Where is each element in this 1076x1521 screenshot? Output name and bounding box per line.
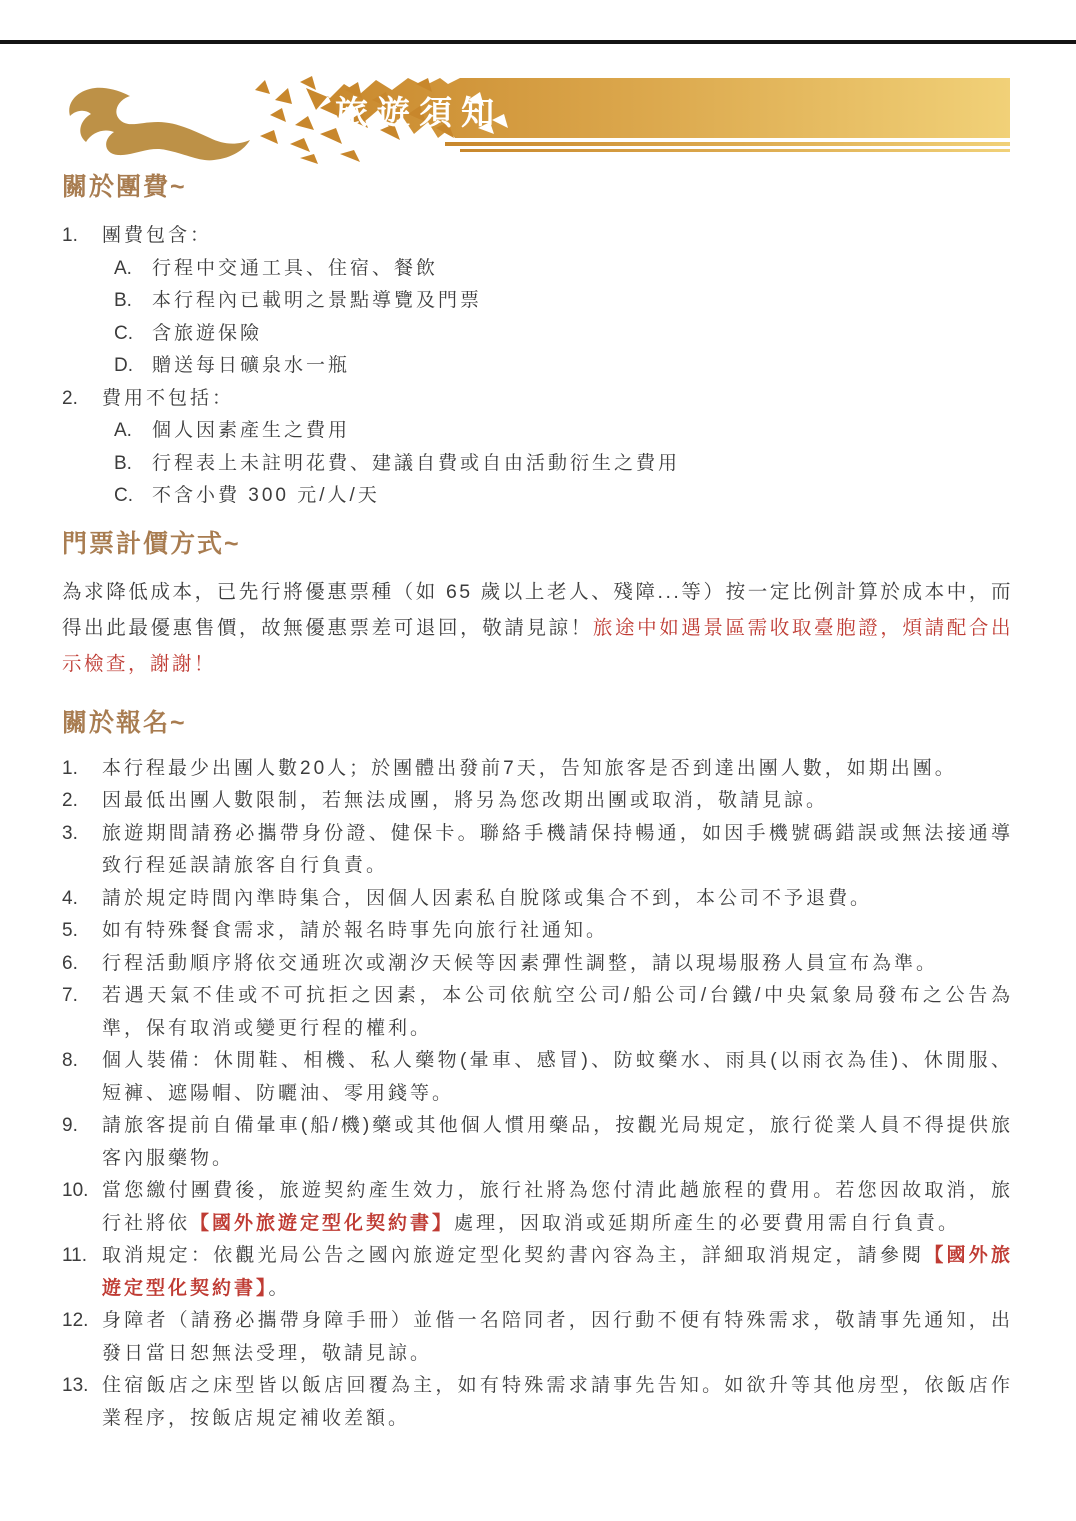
- item-number: 6.: [62, 952, 78, 974]
- item-number: 13.: [62, 1375, 89, 1396]
- item-number: 1.: [62, 757, 78, 779]
- item-text: 含旅遊保險: [152, 322, 263, 344]
- text-run: 住宿飯店之床型皆以飯店回覆為主，如有特殊需求請事先告知。如欲升等其他房型，依飯店作業程序，按飯店規定補收差額。: [102, 1375, 1013, 1429]
- banner-title: 旅遊須知: [335, 96, 503, 132]
- section-heading-fees: 關於團費~: [62, 173, 187, 201]
- item-text: [102, 1110, 1013, 1175]
- item-number: 3.: [62, 822, 78, 844]
- item-text: 不含小費 300 元/人/天: [152, 485, 380, 506]
- item-number: 2.: [62, 387, 78, 409]
- item-text: [102, 915, 1013, 948]
- item-number: 8.: [62, 1050, 78, 1071]
- text-run: 為求降低成本，已先行將優惠票種（如 65 歲以上老人、殘障...等）按一定比例計算於成本中，而得出此最優惠售價，故無優惠票差可退回，敬請見諒！: [62, 580, 1013, 639]
- list-item: [62, 883, 1013, 916]
- item-text: 贈送每日礦泉水一瓶: [152, 355, 351, 376]
- text-run: 身障者（請務必攜帶身障手冊）並偕一名陪同者，因行動不便有特殊需求，敬請事先通知，出發日當日恕無法受理，敬請見諒。: [102, 1310, 1013, 1364]
- item-number: 12.: [62, 1310, 89, 1331]
- banner-stripe-1: [445, 142, 1010, 146]
- list-item: [62, 785, 1013, 818]
- item-number: A.: [114, 420, 132, 441]
- item-text: [102, 1045, 1013, 1110]
- item-number: C.: [114, 322, 133, 344]
- item-text: 團費包含：: [102, 225, 213, 246]
- text-run: 取消規定：依觀光局公告之國內旅遊定型化契約書內容為主，詳細取消規定，請參閱: [102, 1245, 925, 1266]
- sub-list-item: [114, 253, 1013, 286]
- item-text: 個人因素產生之費用: [152, 420, 351, 441]
- item-text: 行程表上未註明花費、建議自費或自由活動衍生之費用: [152, 452, 681, 474]
- item-number: B.: [114, 452, 132, 474]
- item-number: 1.: [62, 225, 78, 246]
- text-run: 當您繳付團費後，旅遊契約產生效力，旅行社將為您付清此趟旅程的費用。若您因故取消，旅行社將依: [102, 1180, 1013, 1234]
- item-number: 5.: [62, 920, 78, 941]
- item-number: B.: [114, 290, 132, 311]
- text-run: 若遇天氣不佳或不可抗拒之因素，本公司依航空公司/船公司/台鐵/中央氣象局發布之公告為準，保有取消或變更行程的權利。: [102, 985, 1013, 1039]
- sub-list-item: [114, 285, 1013, 318]
- list-item: [62, 948, 1013, 981]
- sub-list-item: [114, 448, 1013, 481]
- document-body: [62, 172, 1013, 1435]
- ticket-paragraph: [62, 574, 1013, 682]
- sub-list-item: [114, 350, 1013, 383]
- text-run: 行程活動順序將依交通班次或潮汐天候等因素彈性調整，請以現場服務人員宣布為準。: [102, 952, 939, 974]
- item-text: [102, 1305, 1013, 1370]
- list-item: [62, 1110, 1013, 1175]
- title-banner: [0, 70, 1076, 165]
- list-item: [62, 1370, 1013, 1435]
- list-item: [62, 1045, 1013, 1110]
- item-text: [102, 980, 1013, 1045]
- item-text: [102, 785, 1013, 818]
- text-run: 如有特殊餐食需求，請於報名時事先向旅行社通知。: [102, 920, 609, 941]
- item-text: 本行程內已載明之景點導覽及門票: [152, 290, 483, 311]
- item-number: 4.: [62, 887, 78, 909]
- text-run: 【國外旅遊定型化契約書】: [190, 1212, 455, 1234]
- signup-list: [62, 753, 1013, 1436]
- item-text: [102, 753, 1013, 786]
- text-run: 個人裝備：休閒鞋、相機、私人藥物(暈車、感冒)、防蚊藥水、雨具(以雨衣為佳)、休閒服、短褲、遮陽帽、防曬油、零用錢等。: [102, 1050, 1013, 1104]
- text-run: 本行程最少出團人數20人；於團體出發前7天，告知旅客是否到達出團人數，如期出團。: [102, 757, 957, 779]
- section-heading-ticket: 門票計價方式~: [62, 529, 241, 558]
- item-text: [102, 818, 1013, 883]
- section-heading-signup: 關於報名~: [62, 708, 187, 737]
- sub-list-item: [114, 415, 1013, 448]
- sub-list-item: [114, 480, 1013, 513]
- fees-list: [62, 220, 1013, 513]
- item-text: 行程中交通工具、住宿、餐飲: [152, 257, 439, 279]
- text-run: 旅遊期間請務必攜帶身份證、健保卡。聯絡手機請保持暢通，如因手機號碼錯誤或無法接通導致行程延誤請旅客自行負責。: [102, 822, 1013, 876]
- text-run: 請於規定時間內準時集合，因個人因素私自脫隊或集合不到，本公司不予退費。: [102, 887, 873, 909]
- text-run: 。: [268, 1277, 291, 1299]
- item-text: [102, 1175, 1013, 1240]
- text-run: 【國外旅遊定型化契約書】: [102, 1245, 1013, 1299]
- text-run: 處理，因取消或延期所產生的必要費用需自行負責。: [454, 1212, 961, 1234]
- item-text: [102, 1240, 1013, 1305]
- text-run: 請旅客提前自備暈車(船/機)藥或其他個人慣用藥品，按觀光局規定，旅行從業人員不得提供旅客內服藥物。: [102, 1115, 1013, 1169]
- list-item: [62, 1305, 1013, 1370]
- list-item: [62, 220, 1013, 253]
- sub-list-item: [114, 318, 1013, 351]
- list-item: [62, 383, 1013, 416]
- item-number: D.: [114, 355, 133, 376]
- list-item: [62, 818, 1013, 883]
- item-number: 7.: [62, 985, 78, 1006]
- list-item: [62, 980, 1013, 1045]
- item-number: A.: [114, 257, 132, 279]
- top-rule: [0, 40, 1076, 44]
- item-text: [102, 948, 1013, 981]
- item-text: [102, 1370, 1013, 1435]
- list-item: [62, 915, 1013, 948]
- list-item: [62, 753, 1013, 786]
- list-item: [62, 1240, 1013, 1305]
- item-text: 費用不包括：: [102, 387, 235, 409]
- banner-stripe-2: [460, 149, 1010, 152]
- list-item: [62, 1175, 1013, 1240]
- item-number: 9.: [62, 1115, 78, 1136]
- item-number: 2.: [62, 790, 78, 811]
- item-number: 10.: [62, 1180, 89, 1201]
- bird-swoosh-icon: [69, 88, 250, 161]
- item-text: [102, 883, 1013, 916]
- text-run: 旅途中如遇景區需收取臺胞證，煩請配合出示檢查，謝謝！: [62, 616, 1013, 675]
- item-number: C.: [114, 485, 133, 506]
- item-number: 11.: [62, 1245, 88, 1266]
- text-run: 因最低出團人數限制，若無法成團，將另為您改期出團或取消，敬請見諒。: [102, 790, 829, 811]
